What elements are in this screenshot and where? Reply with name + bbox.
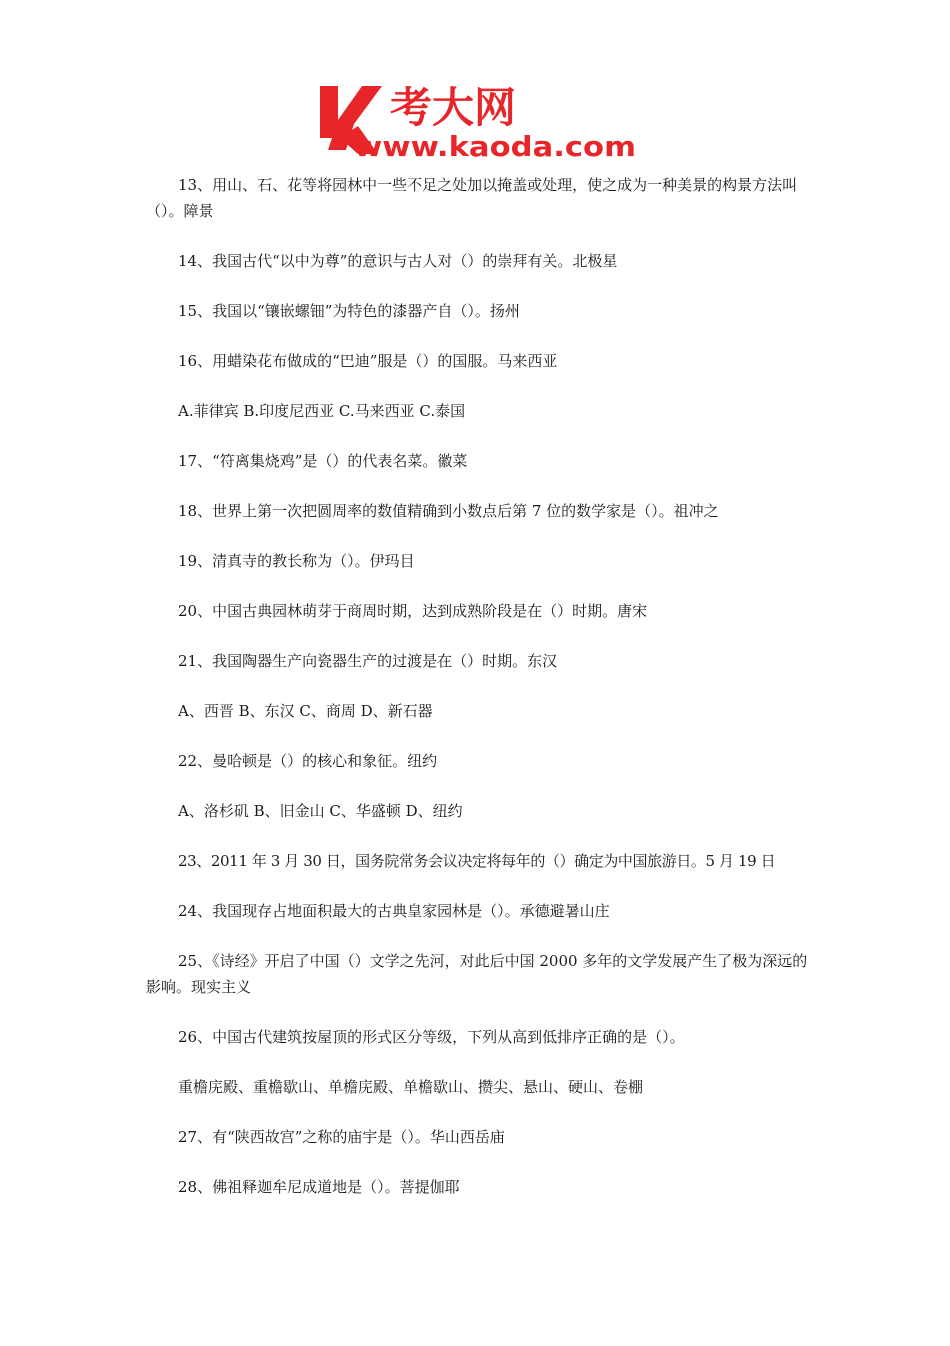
- question-22-options: A、洛杉矶 B、旧金山 C、华盛顿 D、纽约: [178, 802, 463, 820]
- question-21-options: A、西晋 B、东汉 C、商周 D、新石器: [178, 702, 433, 720]
- question-14: 14、我国古代“以中为尊”的意识与古人对（）的崇拜有关。北极星: [178, 252, 618, 270]
- question-26-answer: 重檐庑殿、重檐歇山、单檐庑殿、单檐歇山、攒尖、悬山、硬山、卷棚: [178, 1078, 644, 1096]
- question-26: 26、中国古代建筑按屋顶的形式区分等级，下列从高到低排序正确的是（）。: [178, 1028, 685, 1046]
- question-28: 28、佛祖释迦牟尼成道地是（）。菩提伽耶: [178, 1178, 460, 1196]
- question-23: 23、2011 年 3 月 30 日，国务院常务会议决定将每年的（）确定为中国旅游日。5 月 19 日: [178, 852, 776, 870]
- question-20: 20、中国古典园林萌芽于商周时期，达到成熟阶段是在（）时期。唐宋: [178, 602, 648, 620]
- logo-brand-text: 考大网: [390, 83, 517, 132]
- logo-url-text: www.kaoda.com: [354, 130, 636, 160]
- question-16: 16、用蜡染花布做成的“巴迪”服是（）的国服。马来西亚: [178, 352, 558, 370]
- kaoda-logo: [318, 80, 640, 160]
- question-25: 25、《诗经》开启了中国（）文学之先河，对此后中国 2000 多年的文学发展产生了极为深远的影响。现实主义: [146, 952, 808, 996]
- question-15: 15、我国以“镶嵌螺钿”为特色的漆器产自（）。扬州: [178, 302, 520, 320]
- question-13: 13、用山、石、花等将园林中一些不足之处加以掩盖或处理，使之成为一种美景的构景方法叫（）。障景: [146, 176, 798, 220]
- kaoda-logo-graphic: [318, 80, 640, 160]
- question-22: 22、曼哈顿是（）的核心和象征。纽约: [178, 752, 438, 770]
- question-21: 21、我国陶器生产向瓷器生产的过渡是在（）时期。东汉: [178, 652, 558, 670]
- question-18: 18、世界上第一次把圆周率的数值精确到小数点后第 7 位的数学家是（）。祖冲之: [178, 502, 719, 520]
- question-16-options: A.菲律宾 B.印度尼西亚 C.马来西亚 C.泰国: [178, 402, 466, 420]
- question-24: 24、我国现存占地面积最大的古典皇家园林是（）。承德避暑山庄: [178, 902, 610, 920]
- question-27: 27、有“陕西故宫”之称的庙宇是（）。华山西岳庙: [178, 1128, 505, 1146]
- question-19: 19、清真寺的教长称为（）。伊玛目: [178, 552, 415, 570]
- question-17: 17、“符离集烧鸡”是（）的代表名菜。徽菜: [178, 452, 468, 470]
- question-list: [146, 172, 808, 1224]
